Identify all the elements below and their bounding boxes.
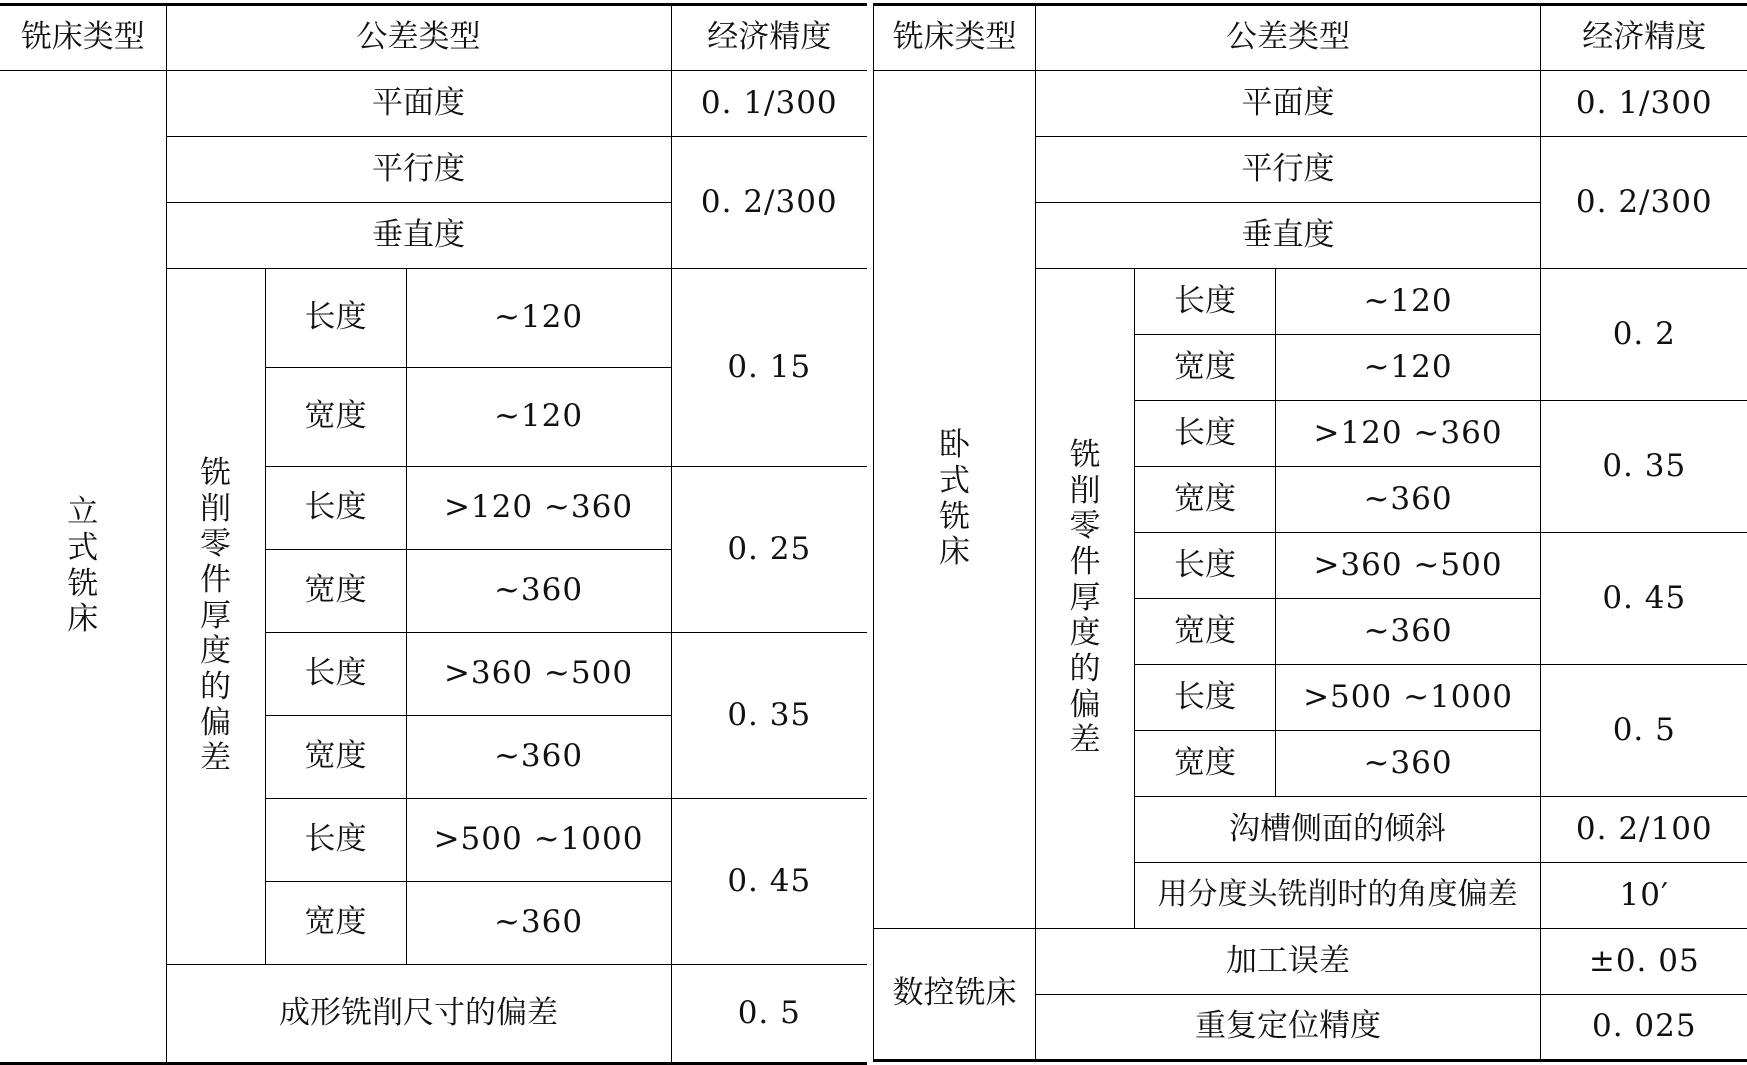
machine-char: 式 (67, 529, 99, 566)
flatness-label: 平面度 (1036, 71, 1541, 137)
thickness-deviation-label (166, 269, 265, 965)
dimension-cell: 宽度 (1135, 731, 1276, 797)
thickness-char: 削 (200, 490, 231, 527)
dimension-cell: 长度 (1135, 665, 1276, 731)
pp-value: 0. 2/300 (671, 137, 867, 269)
range-cell: ~120 (406, 269, 671, 368)
thickness-deviation-label (1036, 269, 1135, 929)
range-cell: >500 ~1000 (1276, 665, 1541, 731)
thickness-char: 铣 (200, 455, 231, 492)
range-cell: >500 ~1000 (406, 799, 671, 882)
range-cell: ~360 (1276, 731, 1541, 797)
form-milling-label: 成形铣削尺寸的偏差 (166, 965, 671, 1064)
precision-value: 0. 35 (671, 633, 867, 799)
machine-char: 床 (939, 534, 970, 571)
range-cell: ~120 (1276, 269, 1541, 335)
flatness-value: 0. 1/300 (1541, 71, 1747, 137)
machine-char: 式 (939, 462, 970, 499)
dimension-cell: 宽度 (1135, 335, 1276, 401)
machine-char: 立 (67, 494, 99, 531)
pp-value: 0. 2/300 (1541, 137, 1747, 269)
range-cell: >120 ~360 (1276, 401, 1541, 467)
range-cell: >120 ~360 (406, 467, 671, 550)
thickness-char: 偏 (200, 704, 231, 741)
thickness-char: 的 (200, 668, 231, 705)
header-precision: 经济精度 (671, 5, 867, 71)
dimension-cell: 宽度 (1135, 599, 1276, 665)
angle-deviation-value: 10′ (1541, 863, 1747, 929)
header-tolerance-type: 公差类型 (1036, 5, 1541, 71)
horizontal-milling-table (873, 3, 1747, 1062)
precision-value: 0. 45 (1541, 533, 1747, 665)
machining-error-value: ±0. 05 (1541, 929, 1747, 995)
range-cell: ~360 (406, 882, 671, 965)
precision-value: 0. 35 (1541, 401, 1747, 533)
dimension-cell: 宽度 (265, 716, 406, 799)
thickness-char: 度 (200, 633, 231, 670)
dimension-cell: 长度 (1135, 269, 1276, 335)
machine-char: 铣 (939, 498, 970, 535)
machine-char: 卧 (939, 427, 970, 464)
cnc-machine-cell: 数控铣床 (874, 929, 1036, 1061)
dimension-cell: 宽度 (265, 882, 406, 965)
thickness-char: 的 (1069, 650, 1101, 687)
thickness-char: 厚 (1069, 579, 1101, 616)
header-tolerance-type: 公差类型 (166, 5, 671, 71)
dimension-cell: 长度 (265, 799, 406, 882)
header-machine-type: 铣床类型 (874, 5, 1036, 71)
range-cell: ~360 (406, 550, 671, 633)
range-cell: ~360 (406, 716, 671, 799)
thickness-char: 削 (1069, 472, 1101, 509)
range-cell: ~360 (1276, 467, 1541, 533)
precision-value: 0. 15 (671, 269, 867, 467)
machine-char: 床 (67, 601, 99, 638)
dimension-cell: 宽度 (1135, 467, 1276, 533)
thickness-char: 零 (200, 526, 231, 563)
thickness-char: 差 (200, 740, 231, 777)
precision-value: 0. 5 (1541, 665, 1747, 797)
dimension-cell: 宽度 (265, 550, 406, 633)
dimension-cell: 长度 (1135, 533, 1276, 599)
dimension-cell: 长度 (265, 633, 406, 716)
dimension-cell: 长度 (265, 467, 406, 550)
vertical-milling-table (0, 3, 867, 1065)
flatness-label: 平面度 (166, 71, 671, 137)
thickness-char: 件 (200, 562, 231, 599)
thickness-char: 差 (1069, 722, 1101, 759)
flatness-value: 0. 1/300 (671, 71, 867, 137)
precision-value: 0. 45 (671, 799, 867, 965)
header-machine-type: 铣床类型 (0, 5, 166, 71)
perpendicularity-label: 垂直度 (166, 203, 671, 269)
range-cell: >360 ~500 (406, 633, 671, 716)
thickness-char: 零 (1069, 508, 1101, 545)
range-cell: ~120 (1276, 335, 1541, 401)
repeat-positioning-label: 重复定位精度 (1036, 995, 1541, 1061)
range-cell: ~360 (1276, 599, 1541, 665)
thickness-char: 度 (1069, 615, 1101, 652)
parallelism-label: 平行度 (166, 137, 671, 203)
thickness-char: 件 (1069, 544, 1101, 581)
machining-error-label: 加工误差 (1036, 929, 1541, 995)
range-cell: ~120 (406, 368, 671, 467)
parallelism-label: 平行度 (1036, 137, 1541, 203)
machine-type-cell (874, 71, 1036, 929)
groove-tilt-label: 沟槽侧面的倾斜 (1135, 797, 1541, 863)
thickness-char: 厚 (200, 597, 231, 634)
dimension-cell: 宽度 (265, 368, 406, 467)
thickness-char: 偏 (1069, 686, 1101, 723)
machine-char: 铣 (67, 565, 99, 602)
perpendicularity-label: 垂直度 (1036, 203, 1541, 269)
groove-tilt-value: 0. 2/100 (1541, 797, 1747, 863)
precision-value: 0. 2 (1541, 269, 1747, 401)
machine-type-cell (0, 71, 166, 1064)
repeat-positioning-value: 0. 025 (1541, 995, 1747, 1061)
thickness-char: 铣 (1069, 437, 1101, 474)
angle-deviation-label: 用分度头铣削时的角度偏差 (1135, 863, 1541, 929)
form-milling-value: 0. 5 (671, 965, 867, 1064)
dimension-cell: 长度 (1135, 401, 1276, 467)
range-cell: >360 ~500 (1276, 533, 1541, 599)
dimension-cell: 长度 (265, 269, 406, 368)
precision-value: 0. 25 (671, 467, 867, 633)
header-precision: 经济精度 (1541, 5, 1747, 71)
